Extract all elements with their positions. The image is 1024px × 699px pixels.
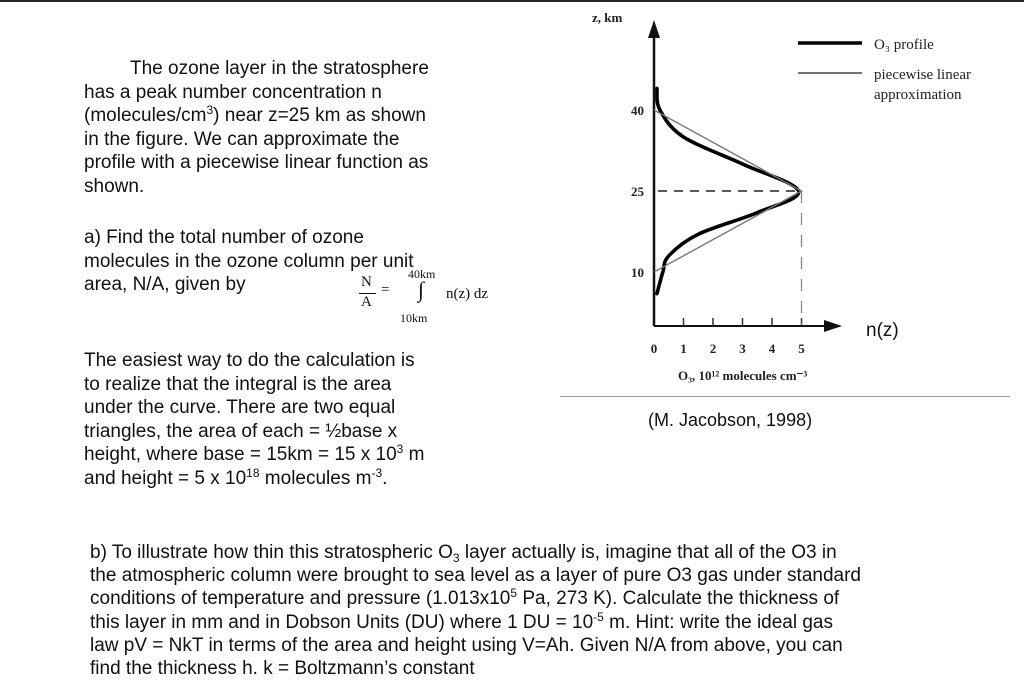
fraction-numerator: N bbox=[361, 274, 372, 290]
hint-paragraph bbox=[84, 349, 484, 490]
hint-line: and height = 5 x $10^{18}$ molecules $m^{-3}$. bbox=[84, 465, 388, 489]
x-tick-label: 1 bbox=[680, 341, 687, 356]
integrand: n(z) dz bbox=[446, 286, 489, 302]
intro-line: in the figure. We can approximate the bbox=[84, 128, 400, 150]
part-b-line: the atmospheric column were brought to sea level as a layer of pure O3 gas under standard bbox=[90, 565, 861, 587]
part-b-line: law pV = NkT in terms of the area and height using V=Ah. Given N/A from above, you can bbox=[90, 634, 843, 656]
intro-paragraph bbox=[84, 57, 484, 198]
x-axis-arrow-icon bbox=[824, 320, 842, 332]
x-tick-label: 2 bbox=[709, 341, 717, 356]
figure-divider bbox=[560, 396, 1010, 397]
equals-sign: = bbox=[381, 282, 390, 298]
hint-line: triangles, the area of each = ½base x bbox=[84, 420, 398, 442]
intro-line: The ozone layer in the stratosphere bbox=[130, 58, 429, 79]
x-tick-label: 5 bbox=[798, 341, 805, 356]
part-b-line: find the thickness h. k = Boltzmann’s constant bbox=[90, 658, 475, 680]
intro-line: shown. bbox=[84, 175, 145, 197]
x-tick-label: 3 bbox=[739, 341, 746, 356]
y-tick-label: 25 bbox=[631, 184, 644, 199]
x-tick-label: 4 bbox=[768, 341, 776, 356]
legend-linear-label: piecewise linear bbox=[874, 67, 972, 83]
intro-line: $(molecules/cm^3)$ near z=25 km as shown bbox=[84, 103, 426, 126]
y-tick-group bbox=[631, 103, 645, 280]
integral-equation bbox=[354, 268, 514, 328]
part-b-line: this layer in mm and in Dobson Units (DU) where 1 DU = $10^{-5}$ m. Hint: write the ideal gas bbox=[90, 609, 833, 633]
x-tick-label: 0 bbox=[650, 341, 658, 356]
y-tick-label: 10 bbox=[631, 265, 644, 280]
part-b-line: conditions of temperature and pressure ($1.013x10^5$ Pa, 273 K). Calculate the thickness of bbox=[90, 586, 840, 610]
hint-line: under the curve. There are two equal bbox=[84, 397, 396, 418]
y-tick-label: 40 bbox=[631, 103, 644, 118]
fraction-denominator: A bbox=[361, 294, 372, 310]
integral-lower-limit: 10km bbox=[400, 311, 428, 325]
intro-line: profile with a piecewise linear function as bbox=[84, 152, 429, 173]
integral-upper-limit: 40km bbox=[408, 267, 436, 281]
part-a-line: area, N/A, given by bbox=[84, 274, 246, 295]
ozone-profile-chart bbox=[580, 0, 1024, 392]
x-axis-label: O₃, 10¹² molecules cm⁻³ bbox=[678, 368, 808, 383]
hint-line: height, where base = 15km = 15 x $10^3$ m bbox=[84, 442, 425, 465]
figure-credit: (M. Jacobson, 1998) bbox=[648, 410, 813, 430]
hint-line: to realize that the integral is the area bbox=[84, 373, 392, 395]
x-tick-group bbox=[651, 318, 806, 356]
part-b-paragraph bbox=[90, 541, 970, 680]
intro-line: has a peak number concentration n bbox=[84, 81, 382, 103]
part-a-line: a) Find the total number of ozone bbox=[84, 227, 364, 248]
y-axis-arrow-icon bbox=[648, 20, 660, 38]
part-b-line: b) To illustrate how thin this stratospheric $O_3$ layer actually is, imagine that all of the O3 in bbox=[90, 542, 837, 565]
integral-sign: ∫ bbox=[418, 277, 425, 302]
y-axis-label: z, km bbox=[592, 10, 623, 25]
legend-linear-label-2: approximation bbox=[874, 87, 962, 103]
hint-line: The easiest way to do the calculation is bbox=[84, 350, 415, 371]
part-a-line: molecules in the ozone column per unit bbox=[84, 250, 414, 272]
x-axis-n-label: n(z) bbox=[866, 320, 899, 341]
legend-profile-label: O₃ profile bbox=[874, 37, 934, 53]
